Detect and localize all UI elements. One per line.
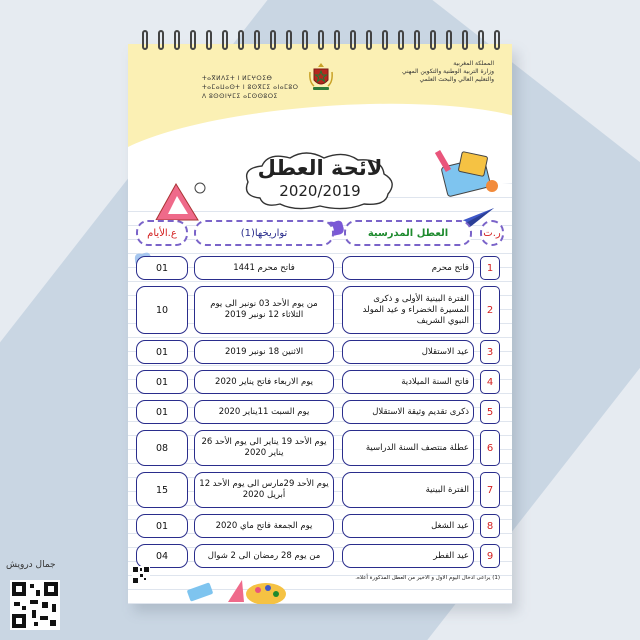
spiral-ring <box>206 30 212 50</box>
amazigh-header <box>202 74 312 101</box>
amazigh-line: ⴷ ⵓⵙⵙⵏⵖⵎⵉ ⴰⵎⵙⵙⵓⵔⵉ <box>202 93 278 100</box>
row-number: 2 <box>480 286 500 334</box>
spiral-ring <box>222 30 228 50</box>
holiday-name: فاتح السنة الميلادية <box>342 370 474 394</box>
spiral-ring <box>286 30 292 50</box>
holiday-dates: يوم الجمعة فاتح ماي 2020 <box>194 514 334 538</box>
holiday-days: 01 <box>136 340 188 364</box>
holiday-days: 01 <box>136 256 188 280</box>
spiral-ring <box>478 30 484 50</box>
qr-code-icon <box>132 566 150 584</box>
holiday-days: 10 <box>136 286 188 334</box>
holiday-name: عطلة منتصف السنة الدراسية <box>342 430 474 466</box>
ruler-triangle-icon <box>148 178 208 226</box>
ministry-line: والتعليم العالي والبحث العلمي <box>419 76 494 83</box>
footnote: (1) يراعى ادخال اليوم الاول و الاخير من العطل المذكورة أعلاه. <box>355 575 500 581</box>
coat-of-arms-icon <box>308 62 334 92</box>
ministry-line: وزارة التربية الوطنية والتكوين المهني <box>401 68 494 75</box>
amazigh-line: ⵜⴰⴳⵍⴷⵉⵜ ⵏ ⵍⵎⵖⵔⵉⴱ <box>202 75 273 82</box>
spiral-ring <box>446 30 452 50</box>
holiday-days: 08 <box>136 430 188 466</box>
spiral-ring <box>366 30 372 50</box>
holiday-dates: من يوم 28 رمضان الى 2 شوال <box>194 544 334 568</box>
spiral-ring <box>254 30 260 50</box>
row-number: 9 <box>480 544 500 568</box>
row-number: 8 <box>480 514 500 538</box>
holiday-dates: يوم الأحد 19 يناير الى يوم الأحد 26 يناير 2020 <box>194 430 334 466</box>
spiral-ring <box>174 30 180 50</box>
school-supplies-icon <box>434 140 504 200</box>
holiday-days: 04 <box>136 544 188 568</box>
amazigh-line: ⵜⴰⵎⴰⵡⴰⵙⵜ ⵏ ⵓⵙⴳⵎⵉ ⴰⵏⴰⵎⵓⵔ <box>202 84 299 91</box>
holiday-days: 01 <box>136 400 188 424</box>
holiday-name: ذكرى تقديم وثيقة الاستقلال <box>342 400 474 424</box>
spiral-binding <box>128 30 512 54</box>
row-number: 5 <box>480 400 500 424</box>
header-days: ع.الأيام <box>136 220 188 246</box>
holiday-name: عيد الفطر <box>342 544 474 568</box>
holiday-name: الفترة البينية <box>342 472 474 508</box>
spiral-ring <box>462 30 468 50</box>
spiral-ring <box>270 30 276 50</box>
spiral-ring <box>350 30 356 50</box>
ministry-line: المملكة المغربية <box>453 60 494 67</box>
holiday-days: 15 <box>136 472 188 508</box>
holiday-dates: الاثنين 18 نونبر 2019 <box>194 340 334 364</box>
spiral-ring <box>302 30 308 50</box>
header-number: ر.ت <box>480 220 504 246</box>
spiral-ring <box>430 30 436 50</box>
spiral-ring <box>414 30 420 50</box>
spiral-ring <box>158 30 164 50</box>
row-number: 4 <box>480 370 500 394</box>
author-name: جمال درويش <box>6 560 56 570</box>
spiral-ring <box>238 30 244 50</box>
holiday-name: عيد الشغل <box>342 514 474 538</box>
holiday-name: فاتح محرم <box>342 256 474 280</box>
page-title: لائحة العطل <box>257 156 383 180</box>
holiday-days: 01 <box>136 514 188 538</box>
spiral-ring <box>190 30 196 50</box>
school-year: 2020/2019 <box>279 182 361 200</box>
ministry-header <box>334 60 494 84</box>
holiday-sheet <box>128 44 512 604</box>
holiday-dates: فاتح محرم 1441 <box>194 256 334 280</box>
holiday-dates: من يوم الأحد 03 نونبر الى يوم الثلاثاء 12 نونبر 2019 <box>194 286 334 334</box>
holiday-dates: يوم السبت 11يناير 2020 <box>194 400 334 424</box>
holiday-dates: يوم الاربعاء فاتح يناير 2020 <box>194 370 334 394</box>
spiral-ring <box>318 30 324 50</box>
row-number: 7 <box>480 472 500 508</box>
spiral-ring <box>398 30 404 50</box>
spiral-ring <box>494 30 500 50</box>
spiral-ring <box>382 30 388 50</box>
row-number: 1 <box>480 256 500 280</box>
row-number: 3 <box>480 340 500 364</box>
title-block <box>240 150 400 210</box>
holiday-dates: يوم الأحد 29مارس الى يوم الأحد 12 أبريل 2020 <box>194 472 334 508</box>
bottom-supplies-icon <box>168 572 298 604</box>
spiral-ring <box>334 30 340 50</box>
row-number: 6 <box>480 430 500 466</box>
holiday-days: 01 <box>136 370 188 394</box>
holiday-name: عيد الاستقلال <box>342 340 474 364</box>
header-holiday: العطل المدرسية <box>344 220 472 246</box>
holiday-name: الفترة البينية الأولى و ذكرى المسيرة الخضراء و عيد المولد النبوي الشريف <box>342 286 474 334</box>
author-qr-code-icon[interactable] <box>10 580 60 630</box>
spiral-ring <box>142 30 148 50</box>
header-dates: تواريخها(1) <box>194 220 334 246</box>
